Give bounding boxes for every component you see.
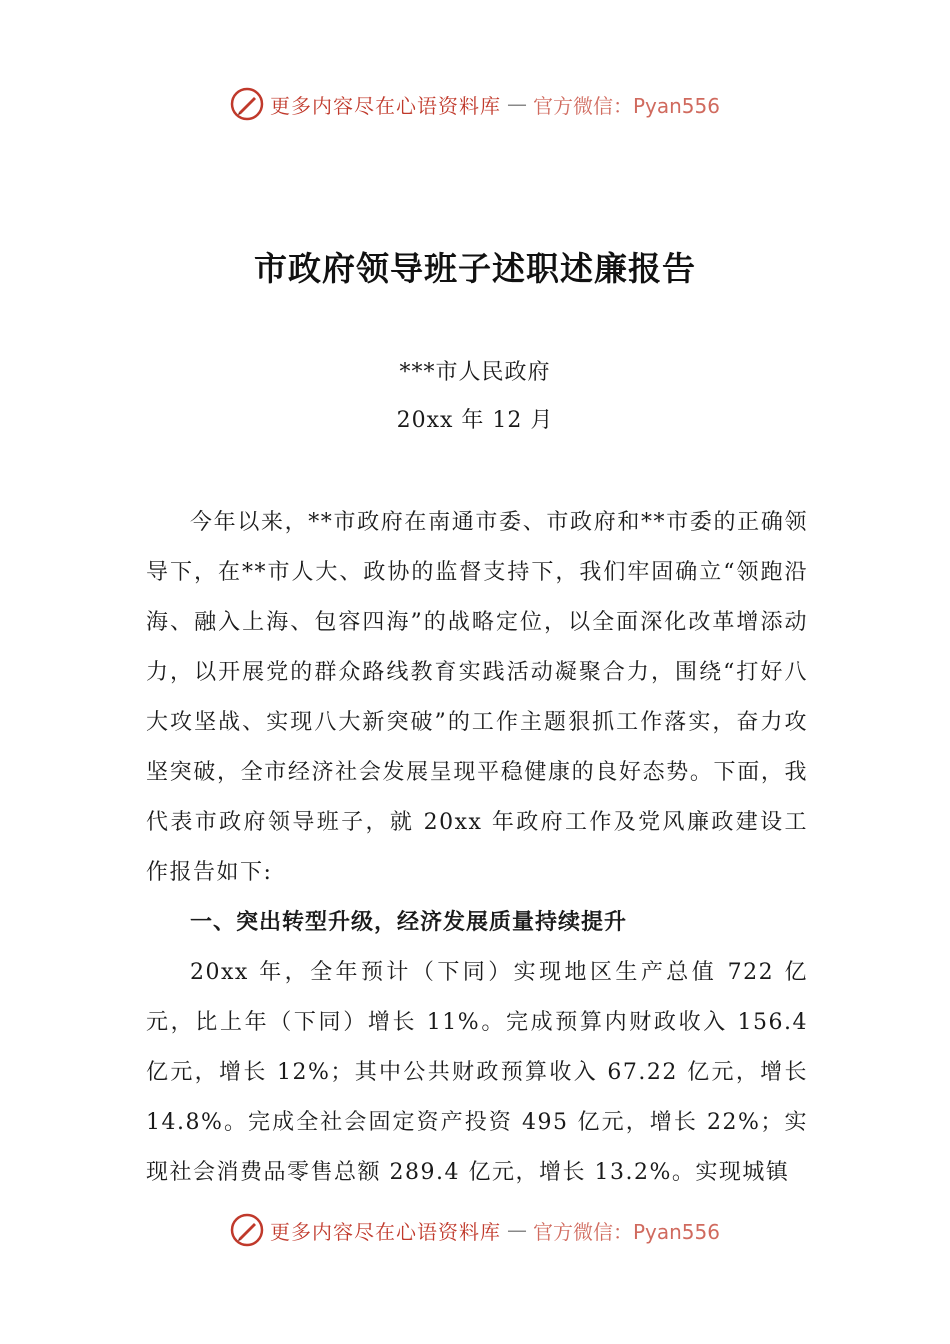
watermark-footer [0,1210,950,1250]
watermark-contact: 官方微信：Pyan556 [532,93,720,118]
watermark-contact: 官方微信：Pyan556 [532,1219,720,1244]
watermark-header [0,84,950,124]
pen-logo-icon [230,1213,264,1247]
watermark-separator: — [506,92,527,116]
document-organization: ***市人民政府 [399,360,551,385]
watermark-text: 更多内容尽在心语资料库 [269,1219,501,1244]
watermark-separator: — [506,1218,527,1242]
section-paragraph: 20xx 年，全年预计（下同）实现地区生产总值 722 亿元，比上年（下同）增长 11%。完成预算内财政收入 156.4 亿元，增长 12%；其中公共财政预算收入 67.22 亿元，增长 14.8%。完成全社会固定资产投资 495 亿元，增长 22%；实现社会消费品零售总额 289.4 亿元，增长 13.2%。实现城镇 [146,960,808,1185]
pen-logo-icon [230,87,264,121]
intro-paragraph: 今年以来，**市政府在南通市委、市政府和**市委的正确领导下，在**市人大、政协的监督支持下，我们牢固确立“领跑沿海、融入上海、包容四海”的战略定位，以全面深化改革增添动力，以开展党的群众路线教育实践活动凝聚合力，围绕“打好八大攻坚战、实现八大新突破”的工作主题狠抓工作落实，奋力攻坚突破，全市经济社会发展呈现平稳健康的良好态势。下面，我代表市政府领导班子，就 20xx 年政府工作及党风廉政建设工作报告如下: [146,510,808,885]
document-body [146,498,808,1198]
section-heading: 一、突出转型升级，经济发展质量持续提升 [190,910,628,935]
document-title: 市政府领导班子述职述廉报告 [254,249,696,288]
watermark-text: 更多内容尽在心语资料库 [269,93,501,118]
document-date: 20xx 年 12 月 [396,408,554,433]
